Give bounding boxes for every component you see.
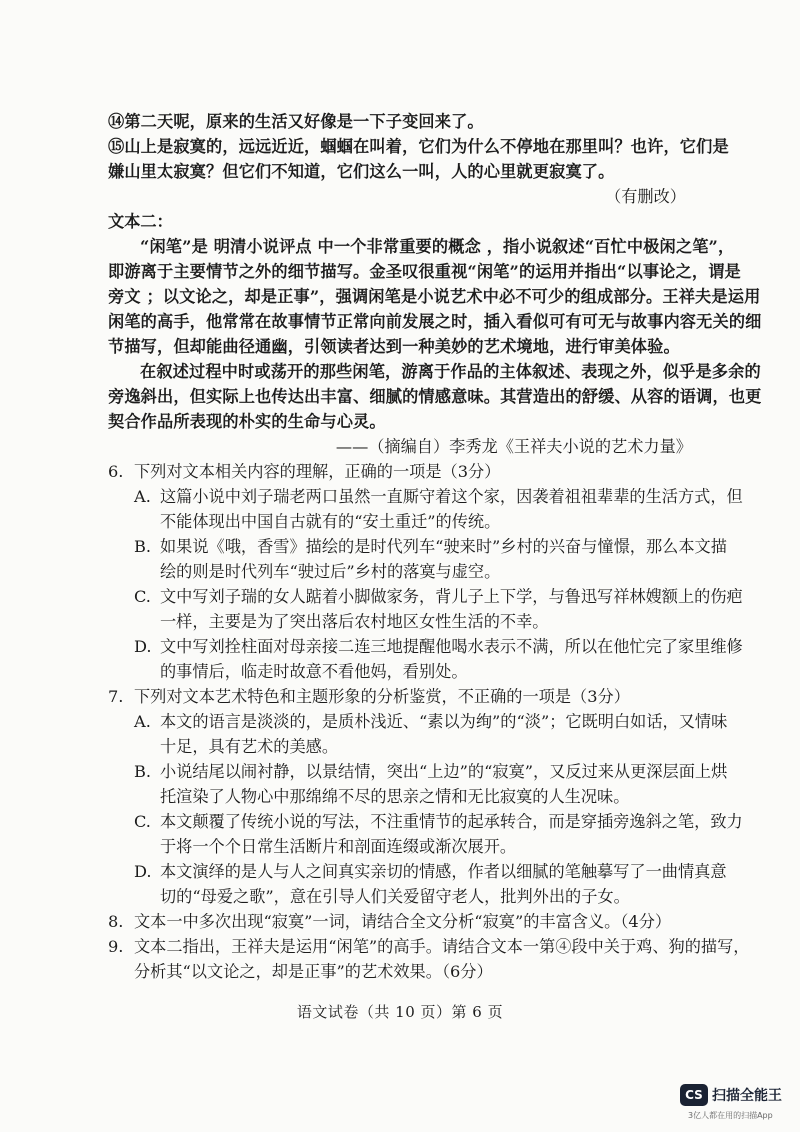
option-d (0, 860, 800, 884)
option-b (0, 535, 800, 559)
question-number: 7. (108, 687, 124, 706)
option-text-continued: 切的“母爱之歌”，意在引导人们关爱留守老人，批判外出的子女。 (160, 887, 630, 906)
page-footer: 语文试卷（共 10 页）第 6 页 (296, 1003, 504, 1021)
option-c (0, 585, 800, 609)
option-d (0, 635, 800, 659)
option-letter: A. (134, 712, 151, 731)
option-text: 本文演绎的是人与人之间真实亲切的情感，作者以细腻的笔触摹写了一曲情真意 (160, 862, 727, 881)
option-text-continued: 不能体现出中国自古就有的“安土重迁”的传统。 (160, 512, 501, 531)
text-two-p1-line: 旁文 ；以文论之，却是正事”，强调闲笔是小说艺术中必不可少的组成部分。王祥夫是运用 (108, 287, 761, 306)
question-stem: 文本二指出，王祥夫是运用“闲笔”的高手。请结合文本一第④段中关于鸡、狗的描写， (134, 937, 750, 956)
option-text-continued: 十足，具有艺术的美感。 (160, 737, 339, 756)
text-two-p2-line: 旁逸斜出，但实际上也传达出丰富、细腻的情感意味。其营造出的舒缓、从容的语调，也更 (108, 387, 762, 406)
paragraph-15-line-1: ⑮山上是寂寞的，远远近近，蝈蝈在叫着，它们为什么不停地在那里叫？也许，它们是 (108, 137, 729, 156)
question-9 (0, 935, 800, 959)
text-two-p2-line: 在叙述过程中时或荡开的那些闲笔，游离于作品的主体叙述、表现之外，似乎是多余的 (140, 362, 761, 381)
option-text: 文中写刘子瑞的女人踮着小脚做家务，背儿子上下学，与鲁迅写祥林嫂额上的伤疤 (160, 587, 743, 606)
option-b (0, 760, 800, 784)
option-text-continued: 一样，主要是为了突出落后农村地区女性生活的不幸。 (160, 612, 549, 631)
question-9-continued: 分析其“以文论之，却是正事”的艺术效果。（6分） (134, 962, 493, 981)
option-letter: C. (134, 587, 151, 606)
text-two-heading: 文本二： (108, 212, 173, 231)
option-letter: B. (134, 537, 152, 556)
abridged-note: （有删改） (605, 187, 686, 206)
option-text: 本文颠覆了传统小说的写法，不注重情节的起承转合，而是穿插旁逸斜之笔，致力 (160, 812, 743, 831)
text-two-p2-line: 契合作品所表现的朴实的生命与心灵。 (108, 412, 386, 431)
question-stem: 下列对文本艺术特色和主题形象的分析鉴赏，不正确的一项是（3分） (134, 687, 630, 706)
text-two-source: ——（摘编自）李秀龙《王祥夫小说的艺术力量》 (335, 437, 692, 456)
question-6 (0, 460, 800, 484)
option-text-continued: 绘的则是时代列车“驶过后”乡村的落寞与虚空。 (160, 562, 501, 581)
option-text: 小说结尾以闹衬静，以景结情，突出“上边”的“寂寞”，又反过来从更深层面上烘 (160, 762, 728, 781)
text-two-p1-line: 节描写，但却能曲径通幽，引领读者达到一种美妙的艺术境地，进行审美体验。 (108, 337, 680, 356)
text-two-p1-line: 闲笔的高手，他常常在故事情节正常向前发展之时，插入看似可有可无与故事内容无关的细 (108, 312, 762, 331)
option-letter: C. (134, 812, 151, 831)
option-text: 文中写刘拴柱面对母亲接二连三地提醒他喝水表示不满，所以在他忙完了家里维修 (160, 637, 743, 656)
option-text-continued: 的事情后，临走时故意不看他妈，看别处。 (160, 662, 468, 681)
option-letter: D. (134, 862, 152, 881)
option-c (0, 810, 800, 834)
text-two-p1-line: “闲笔”是 明清小说评点 中一个非常重要的概念 ，指小说叙述“百忙中极闲之笔”， (140, 237, 735, 256)
scanner-app-name: 扫描全能王 (712, 1088, 782, 1104)
question-number: 9. (108, 937, 124, 956)
option-a (0, 710, 800, 734)
paragraph-14: ⑭第二天呢，原来的生活又好像是一下子变回来了。 (108, 112, 484, 131)
question-7 (0, 685, 800, 709)
question-number: 8. (108, 912, 124, 931)
option-text: 这篇小说中刘子瑞老两口虽然一直厮守着这个家，因袭着祖祖辈辈的生活方式，但 (160, 487, 743, 506)
question-stem: 下列对文本相关内容的理解，正确的一项是（3分） (134, 462, 501, 481)
scanner-tagline: 3亿人都在用的扫描App (688, 1111, 773, 1120)
option-text-continued: 托渲染了人物心中那绵绵不尽的思亲之情和无比寂寞的人生况味。 (160, 787, 630, 806)
text-two-p1-line: 即游离于主要情节之外的细节描写。金圣叹很重视“闲笔”的运用并指出“以事论之，谓是 (108, 262, 741, 281)
paragraph-15-line-2: 嫌山里太寂寞？但它们不知道，它们这么一叫，人的心里就更寂寞了。 (108, 162, 615, 181)
option-letter: D. (134, 637, 152, 656)
option-a (0, 485, 800, 509)
camscanner-logo-icon: CS (680, 1084, 708, 1106)
option-text-continued: 于将一个个日常生活断片和剖面连缀或渐次展开。 (160, 837, 517, 856)
question-8 (0, 910, 800, 934)
question-stem: 文本一中多次出现“寂寞”一词，请结合全文分析“寂寞”的丰富含义。（4分） (134, 912, 672, 931)
option-text: 本文的语言是淡淡的，是质朴浅近、“素以为绚”的“淡”；它既明白如话，又情味 (160, 712, 728, 731)
scanner-watermark (680, 1082, 792, 1126)
question-number: 6. (108, 462, 124, 481)
option-letter: A. (134, 487, 151, 506)
option-text: 如果说《哦，香雪》描绘的是时代列车“驶来时”乡村的兴奋与憧憬，那么本文描 (160, 537, 727, 556)
option-letter: B. (134, 762, 152, 781)
